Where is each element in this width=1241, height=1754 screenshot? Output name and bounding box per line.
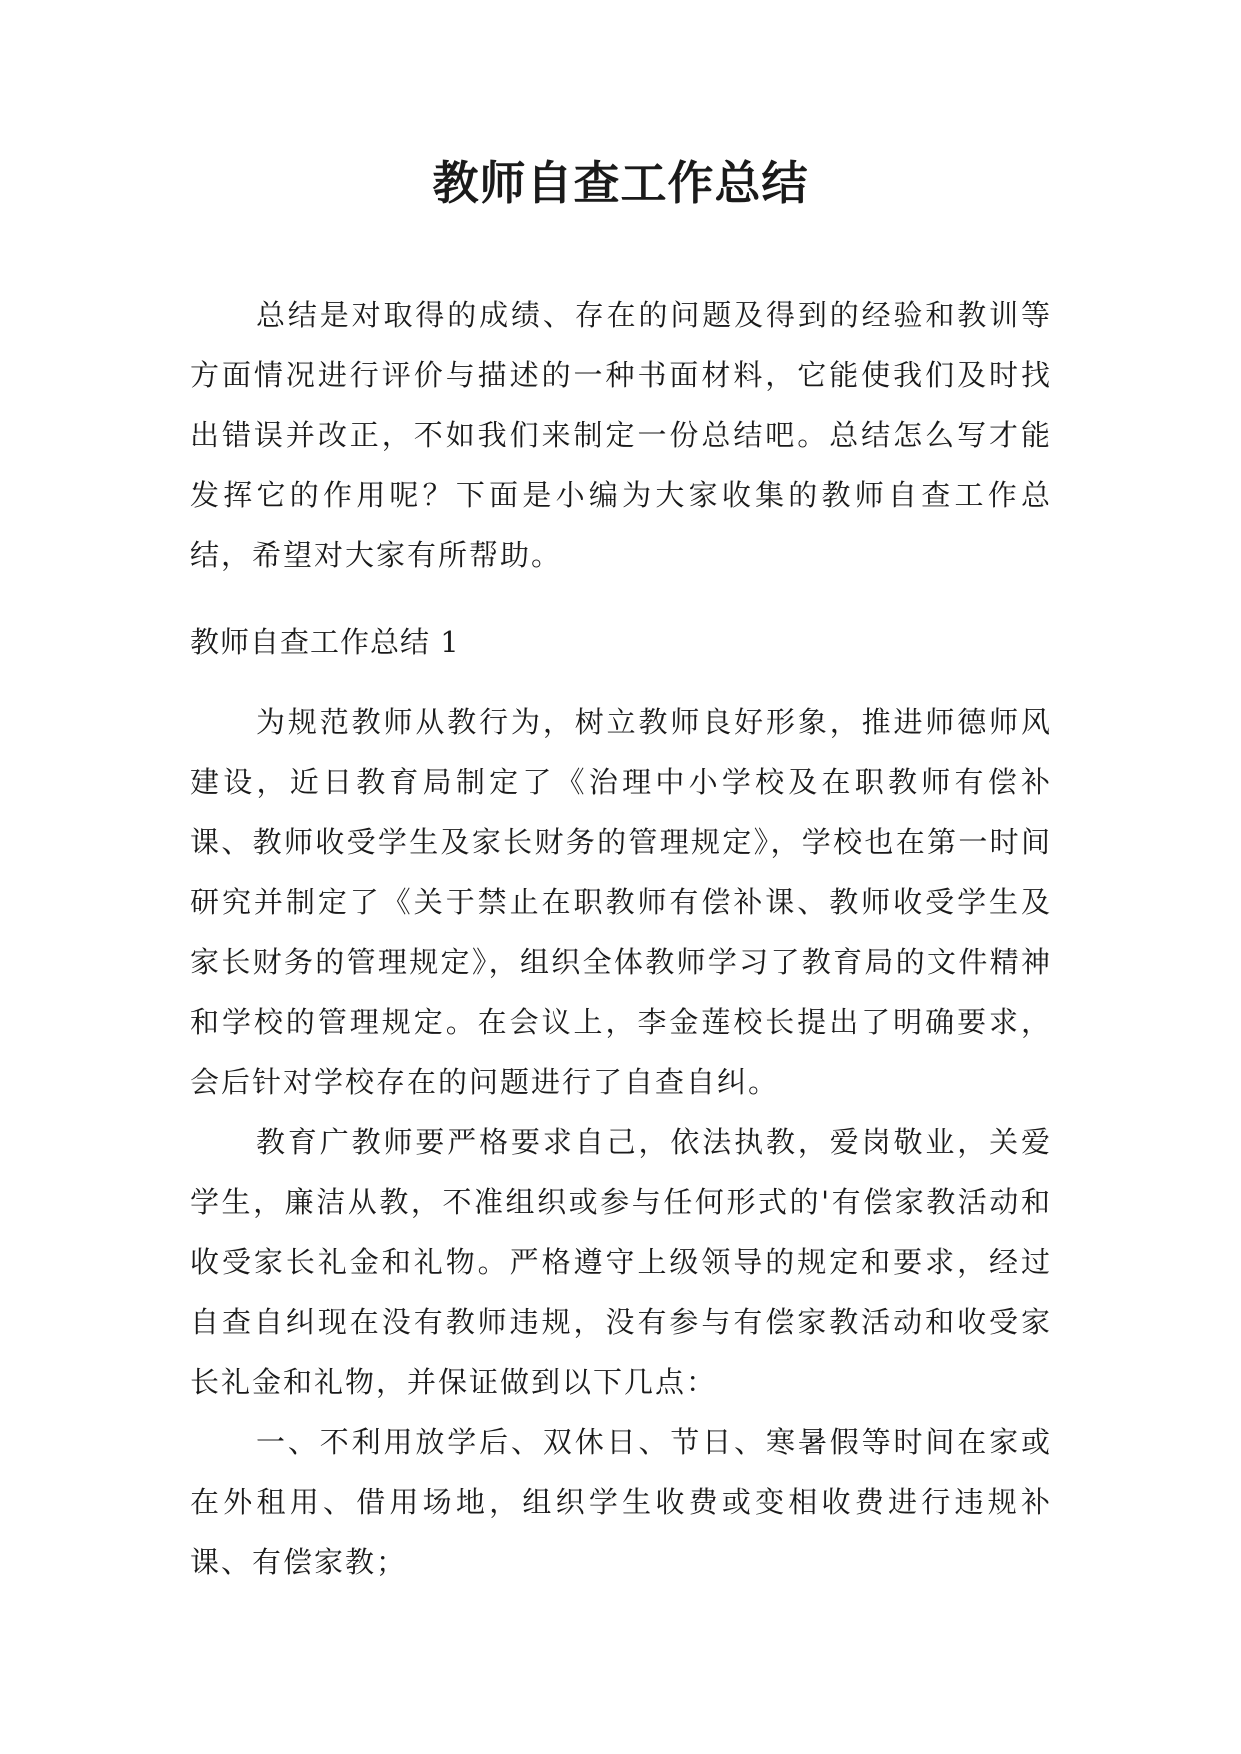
body-paragraph-3: 一、不利用放学后、双休日、节日、寒暑假等时间在家或在外租用、借用场地，组织学生收费或变相收费进行违规补课、有偿家教； xyxy=(190,1425,1052,1579)
document-title: 教师自查工作总结 xyxy=(432,156,809,210)
intro-paragraph: 总结是对取得的成绩、存在的问题及得到的经验和教训等方面情况进行评价与描述的一种书面材料，它能使我们及时找出错误并改正，不如我们来制定一份总结吧。总结怎么写才能发挥它的作用呢？下面是小编为大家收集的教师自查工作总结，希望对大家有所帮助。 xyxy=(190,298,1052,572)
body-paragraph-1: 为规范教师从教行为，树立教师良好形象，推进师德师风建设，近日教育局制定了《治理中小学校及在职教师有偿补课、教师收受学生及家长财务的管理规定》，学校也在第一时间研究并制定了《关于禁止在职教师有偿补课、教师收受学生及家长财务的管理规定》，组织全体教师学习了教育局的文件精神和学校的管理规定。在会议上，李金莲校长提出了明确要求，会后针对学校存在的问题进行了自查自纠。 xyxy=(190,705,1052,1099)
intro-block xyxy=(190,285,1052,585)
body-paragraph-2: 教育广教师要严格要求自己，依法执教，爱岗敬业，关爱学生，廉洁从教，不准组织或参与任何形式的'有偿家教活动和收受家长礼金和礼物。严格遵守上级领导的规定和要求，经过自查自纠现在没有教师违规，没有参与有偿家教活动和收受家长礼金和礼物，并保证做到以下几点： xyxy=(190,1125,1052,1399)
section-heading: 教师自查工作总结 1 xyxy=(190,625,460,659)
section-body xyxy=(190,692,1052,1592)
